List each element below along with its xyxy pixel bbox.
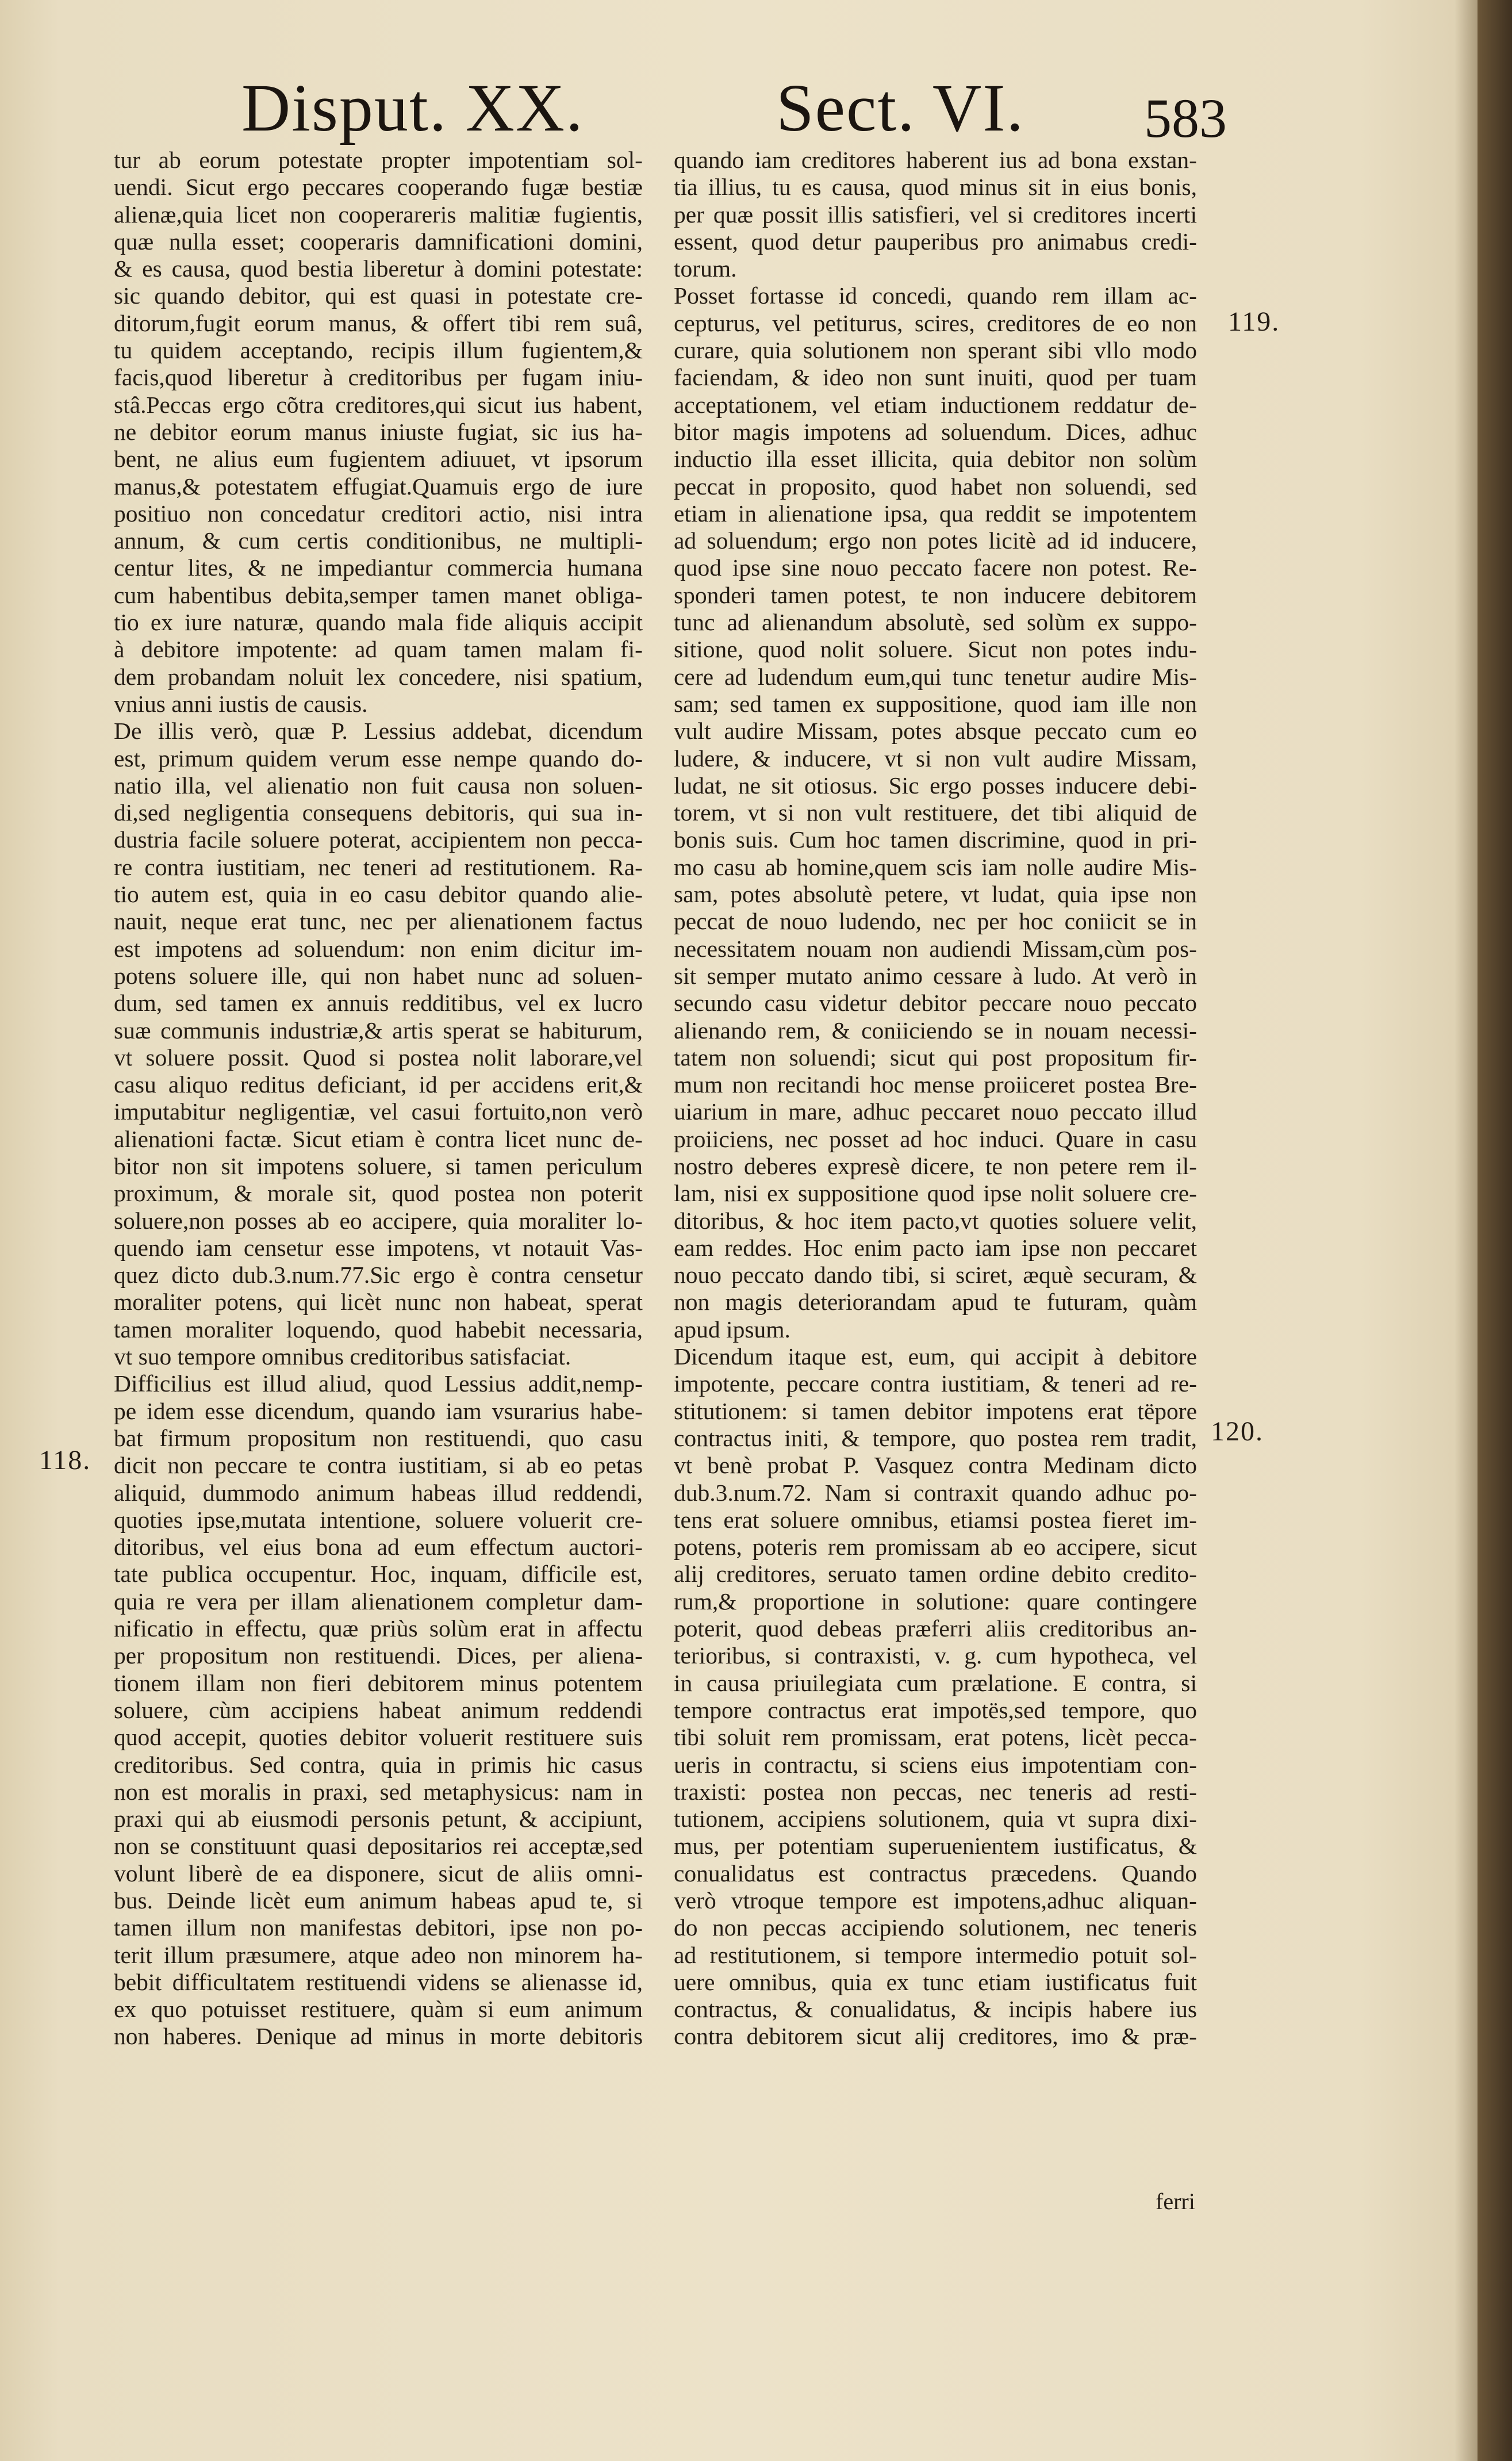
catchword: ferri: [1156, 2188, 1195, 2214]
text-line: terioribus, si contraxisti, v. g. cum hypotheca, vel: [674, 1642, 1197, 1669]
text-line: dub.3.num.72. Nam si contraxit quando adhuc po-: [674, 1479, 1197, 1506]
text-line: Dicendum itaque est, eum, qui accipit à debitore: [674, 1343, 1197, 1370]
text-line: vult audire Missam, potes absque peccato cum eo: [674, 718, 1197, 745]
text-line: quia re vera per illam alienationem completur dam-: [114, 1588, 643, 1615]
text-line: sponderi tamen potest, te non inducere debitorem: [674, 581, 1197, 608]
text-line: Difficilius est illud aliud, quod Lessius addit,nemp-: [114, 1370, 643, 1397]
text-line: De illis verò, quæ P. Lessius addebat, dicendum: [114, 718, 643, 745]
text-line: do non peccas accipiendo solutionem, nec teneris: [674, 1914, 1197, 1941]
text-line: pe idem esse dicendum, quando iam vsurarius habe-: [114, 1397, 643, 1424]
text-line: positiuo non concedatur creditori actio, nisi intra: [114, 500, 643, 527]
text-line: quod accepit, quoties debitor voluerit restituere suis: [114, 1724, 643, 1751]
text-line: tibi soluit rem promissam, erat potens, licèt pecca-: [674, 1724, 1197, 1751]
text-line: mo casu ab homine,quem scis iam nolle audire Mis-: [674, 853, 1197, 880]
text-line: manus,& potestatem effugiat.Quamuis ergo de iure: [114, 473, 643, 500]
text-line: mus, per potentiam superuenientem iustificatus, &: [674, 1833, 1197, 1860]
text-line: cum habentibus debita,semper tamen manet obliga-: [114, 581, 643, 608]
text-line: contractus, & conualidatus, & incipis habere ius: [674, 1996, 1197, 2023]
text-line: vt suo tempore omnibus creditoribus satisfaciat.: [114, 1343, 571, 1370]
text-line: quez dicto dub.3.num.77.Sic ergo è contra censetur: [114, 1262, 643, 1289]
text-line: non est moralis in praxi, sed metaphysicus: nam in: [114, 1778, 643, 1805]
running-header-section: Sect. VI.: [776, 70, 1025, 145]
text-line: vt benè probat P. Vasquez contra Medinam dicto: [674, 1452, 1197, 1479]
text-line: alienando rem, & coniiciendo se in nouam necessi-: [674, 1017, 1197, 1044]
text-line: contra debitorem sicut alij creditores, imo & præ-: [674, 2023, 1197, 2050]
text-line: sit semper mutato animo cessare à ludo. At verò in: [674, 962, 1197, 989]
text-line: eam reddes. Hoc enim pacto iam ipse non peccaret: [674, 1234, 1197, 1261]
text-line: re contra iustitiam, nec teneri ad restitutionem. Ra-: [114, 853, 643, 880]
text-line: sic quando debitor, qui est quasi in potestate cre-: [114, 282, 643, 309]
text-line: bent, ne alius eum fugientem adiuuet, vt ipsorum: [114, 446, 643, 473]
text-line: imputabitur negligentiæ, vel casui fortuito,non verò: [114, 1098, 643, 1125]
text-line: tamen illum non manifestas debitori, ipse non po-: [114, 1914, 643, 1941]
text-line: facis,quod liberetur à creditoribus per fugam iniu-: [114, 364, 643, 391]
book-page-edge: [1478, 0, 1512, 2461]
text-line: Posset fortasse id concedi, quando rem illam ac-: [674, 282, 1197, 309]
text-line: faciendam, & ideo non sunt inuiti, quod per tuam: [674, 364, 1197, 391]
text-line: ad soluendum; ergo non potes licitè ad id inducere,: [674, 527, 1197, 554]
text-line: alienæ,quia licet non cooperareris malitiæ fugientis,: [114, 201, 643, 228]
text-line: creditoribus. Sed contra, quia in primis hic casus: [114, 1751, 643, 1778]
text-line: nauit, neque erat tunc, nec per alienationem factus: [114, 908, 643, 935]
text-line: bebit difficultatem restituendi videns se alienasse id,: [114, 1968, 643, 1995]
text-line: nouo peccato dando tibi, si sciret, æquè securam, &: [674, 1262, 1197, 1289]
text-line: annum, & cum certis conditionibus, ne multipli-: [114, 527, 643, 554]
text-line: alij creditores, seruato tamen ordine debito credito-: [674, 1561, 1197, 1588]
text-line: in causa priuilegiata cum prælatione. E contra, si: [674, 1669, 1197, 1696]
text-line: necessitatem nouam non audiendi Missam,cùm pos-: [674, 935, 1197, 962]
text-line: tamen moraliter loquendo, quod habebit necessaria,: [114, 1316, 643, 1343]
text-line: sam; sed tamen ex suppositione, quod iam ille non: [674, 690, 1197, 717]
text-line: impotente, peccare contra iustitiam, & teneri ad re-: [674, 1370, 1197, 1397]
text-line: à debitore impotente: ad quam tamen malam fi-: [114, 636, 643, 663]
text-line: ditoribus, & hoc item pacto,vt quoties soluere velit,: [674, 1207, 1197, 1234]
text-line: traxisti: postea non peccas, nec teneris ad resti-: [674, 1778, 1197, 1805]
text-line: tatem non soluendi; sicut qui post propositum fir-: [674, 1044, 1197, 1071]
right-text-column: [674, 147, 1197, 2050]
text-line: moraliter potens, qui licèt nunc non habeat, sperat: [114, 1289, 643, 1316]
text-line: ex quo potuisset restituere, quàm si eum animum: [114, 1996, 643, 2023]
text-line: peccat de nouo ludendo, nec per hoc coniicit se in: [674, 908, 1197, 935]
left-text-column: [114, 147, 643, 2050]
text-line: non haberes. Denique ad minus in morte debitoris: [114, 2023, 643, 2050]
margin-number-119: 119.: [1228, 306, 1280, 337]
text-line: quendo iam censetur esse impotens, vt notauit Vas-: [114, 1234, 643, 1261]
text-line: proximum, & morale sit, quod postea non poterit: [114, 1180, 643, 1207]
text-line: ueris in contractu, si sciens eius impotentiam con-: [674, 1751, 1197, 1778]
text-line: ditoribus, vel eius bona ad eum effectum auctori-: [114, 1534, 643, 1561]
text-line: verò vtroque tempore est impotens,adhuc aliquan-: [674, 1887, 1197, 1914]
text-line: uiarium in mare, adhuc peccaret nouo peccato illud: [674, 1098, 1197, 1125]
text-line: mum non recitandi hoc mense proiiceret postea Bre-: [674, 1071, 1197, 1098]
text-line: contractus initi, & tempore, quo postea rem tradit,: [674, 1424, 1197, 1451]
text-line: per quæ possit illis satisfieri, vel si creditores incerti: [674, 201, 1197, 228]
text-line: tionem illam non fieri debitorem minus potentem: [114, 1669, 643, 1696]
text-line: bonis suis. Cum hoc tamen discrimine, quod in pri-: [674, 826, 1197, 853]
text-line: & es causa, quod bestia liberetur à domini potestate:: [114, 255, 643, 282]
text-line: sitione, quod nolit soluere. Sicut non potes indu-: [674, 636, 1197, 663]
text-line: rum,& proportione in solutione: quare contingere: [674, 1588, 1197, 1615]
text-line: suæ communis industriæ,& artis sperat se habiturum,: [114, 1017, 643, 1044]
text-line: potens, poteris rem promissam ab eo accipere, sicut: [674, 1534, 1197, 1561]
text-line: tia illius, tu es causa, quod minus sit in eius bonis,: [674, 174, 1197, 201]
text-line: soluere,non posses ab eo accipere, quia moraliter lo-: [114, 1207, 643, 1234]
text-line: tio autem est, quia in eo casu debitor quando alie-: [114, 881, 643, 908]
text-line: tens erat soluere omnibus, etiamsi postea fieret im-: [674, 1506, 1197, 1533]
text-line: natio illa, vel alienatio non fuit causa non soluen-: [114, 772, 643, 799]
text-line: di,sed negligentia consequens debitoris, qui sua in-: [114, 799, 643, 826]
text-line: inductio illa esset illicita, quia debitor non solùm: [674, 446, 1197, 473]
running-header-disputation: Disput. XX.: [241, 70, 584, 145]
text-line: tur ab eorum potestate propter impotentiam sol-: [114, 147, 643, 173]
text-line: peccat in proposito, quod habet non soluendi, sed: [674, 473, 1197, 500]
text-line: bus. Deinde licèt eum animum habeas apud te, si: [114, 1887, 643, 1914]
text-line: ditorum,fugit eorum manus, & offert tibi rem suâ,: [114, 309, 643, 336]
text-line: sam, potes absolutè petere, vt ludat, quia ipse non: [674, 881, 1197, 908]
text-line: acceptationem, vel etiam inductionem reddatur de-: [674, 391, 1197, 418]
text-line: tunc ad alienandum absolutè, sed solùm ex suppo-: [674, 609, 1197, 636]
text-line: dicit non peccare te contra iustitiam, si ab eo petas: [114, 1452, 643, 1479]
text-line: soluere, cùm accipiens habeat animum reddendi: [114, 1696, 643, 1723]
text-line: torem, vt si non vult restituere, det tibi aliquid de: [674, 799, 1197, 826]
text-line: aliquid, dummodo animum habeas illud reddendi,: [114, 1479, 643, 1506]
text-line: cepturus, vel petiturus, scires, creditores de eo non: [674, 309, 1197, 336]
text-line: alienationi factæ. Sicut etiam è contra licet nunc de-: [114, 1125, 643, 1152]
text-line: tempore contractus erat impotës,sed tempore, quo: [674, 1696, 1197, 1723]
text-line: stâ.Peccas ergo cõtra creditores,qui sicut ius habent,: [114, 391, 643, 418]
text-line: vnius anni iustis de causis.: [114, 690, 368, 717]
text-line: dustria facile soluere poterat, accipientem non pecca-: [114, 826, 643, 853]
text-line: ne debitor eorum manus iniuste fugiat, sic ius ha-: [114, 418, 643, 445]
text-line: non magis deteriorandam apud te futuram, quàm: [674, 1289, 1197, 1316]
text-line: nificatio in effectu, quæ priùs solùm erat in affectu: [114, 1615, 643, 1642]
text-line: non se constituunt quasi depositarios rei acceptæ,sed: [114, 1833, 643, 1860]
text-line: centur lites, & ne impediantur commercia humana: [114, 554, 643, 581]
page-number: 583: [1144, 87, 1227, 149]
text-line: torum.: [674, 255, 737, 282]
text-line: nostro deberes expresè dicere, te non petere rem il-: [674, 1152, 1197, 1179]
text-line: dum, sed tamen ex annuis redditibus, vel ex lucro: [114, 990, 643, 1017]
text-line: volunt liberè de ea disponere, sicut de aliis omni-: [114, 1860, 643, 1887]
text-line: per propositum non restituendi. Dices, per aliena-: [114, 1642, 643, 1669]
text-line: etiam in alienatione ipsa, qua reddit se impotentem: [674, 500, 1197, 527]
text-line: tate publica occupentur. Hoc, inquam, difficile est,: [114, 1561, 643, 1588]
text-line: terit illum præsumere, atque adeo non minorem ha-: [114, 1941, 643, 1968]
text-line: quoties ipse,mutata intentione, soluere voluerit cre-: [114, 1506, 643, 1533]
text-line: curare, quia solutionem non sperant sibi vllo modo: [674, 337, 1197, 364]
text-line: tio ex iure naturæ, quando mala fide aliquis accipit: [114, 609, 643, 636]
text-line: casu aliquo reditus deficiant, id per accidens erit,&: [114, 1071, 643, 1098]
text-line: ludat, ne sit otiosus. Sic ergo posses inducere debi-: [674, 772, 1197, 799]
text-line: uendi. Sicut ergo peccares cooperando fugæ bestiæ: [114, 174, 643, 201]
text-line: quando iam creditores haberent ius ad bona exstan-: [674, 147, 1197, 173]
text-line: essent, quod detur pauperibus pro animabus credi-: [674, 228, 1197, 255]
text-line: quod ipse sine nouo peccato facere non potest. Re-: [674, 554, 1197, 581]
text-line: est impotens ad soluendum: non enim dicitur im-: [114, 935, 643, 962]
text-line: stitutionem: si tamen debitor impotens erat tëpore: [674, 1397, 1197, 1424]
text-line: ludere, & inducere, vt si non vult audire Missam,: [674, 745, 1197, 772]
margin-number-118: 118.: [39, 1445, 91, 1475]
text-line: potens soluere ille, qui non habet nunc ad soluen-: [114, 962, 643, 989]
text-line: bitor non sit impotens soluere, si tamen periculum: [114, 1152, 643, 1179]
text-line: praxi qui ab eiusmodi personis petunt, & accipiunt,: [114, 1805, 643, 1833]
text-line: est, primum quidem verum esse nempe quando do-: [114, 745, 643, 772]
text-line: lam, nisi ex suppositione quod ipse nolit soluere cre-: [674, 1180, 1197, 1207]
text-line: conualidatus est contractus præcedens. Quando: [674, 1860, 1197, 1887]
text-line: bitor magis impotens ad soluendum. Dices, adhuc: [674, 418, 1197, 445]
text-line: uere omnibus, quia ex tunc etiam iustificatus fuit: [674, 1968, 1197, 1995]
text-line: proiiciens, nec posset ad hoc induci. Quare in casu: [674, 1125, 1197, 1152]
text-line: secundo casu videtur debitor peccare nouo peccato: [674, 990, 1197, 1017]
text-line: quæ nulla esset; cooperaris damnificationi domini,: [114, 228, 643, 255]
text-line: dem probandam noluit lex concedere, nisi spatium,: [114, 663, 643, 690]
margin-number-120: 120.: [1211, 1416, 1264, 1447]
text-line: apud ipsum.: [674, 1316, 790, 1343]
text-line: vt soluere possit. Quod si postea nolit laborare,vel: [114, 1044, 643, 1071]
text-line: ad restitutionem, si tempore intermedio potuit sol-: [674, 1941, 1197, 1968]
text-line: tu quidem acceptando, recipis illum fugientem,&: [114, 337, 643, 364]
text-line: tutionem, accipiens solutionem, quia vt supra dixi-: [674, 1805, 1197, 1833]
text-line: bat firmum propositum non restituendi, quo casu: [114, 1424, 643, 1451]
text-line: cere ad ludendum eum,qui tunc tenetur audire Mis-: [674, 663, 1197, 690]
text-line: poterit, quod debeas præferri aliis creditoribus an-: [674, 1615, 1197, 1642]
